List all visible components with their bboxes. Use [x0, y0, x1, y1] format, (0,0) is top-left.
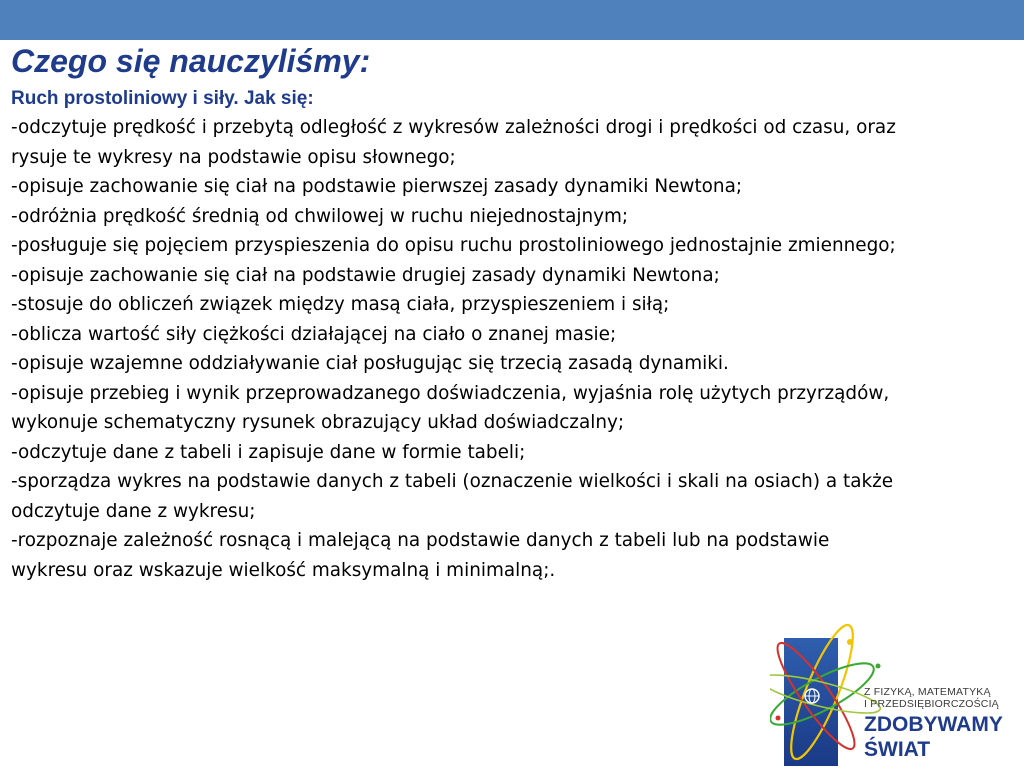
- list-item: -odczytuje prędkość i przebytą odległość z wykresów zależności drogi i prędkości od czasu, oraz: [11, 117, 896, 138]
- logo-wordmark: [864, 712, 1003, 762]
- list-item: -posługuje się pojęciem przyspieszenia do opisu ruchu prostoliniowego jednostajnie zmiennego;: [11, 235, 896, 256]
- slide-subtitle: Ruch prostoliniowy i siły. Jak się:: [11, 88, 314, 109]
- list-item: wykresu oraz wskazuje wielkość maksymalną i minimalną;.: [11, 559, 556, 581]
- list-item: -opisuje wzajemne oddziaływanie ciał posługując się trzecią zasadą dynamiki.: [11, 353, 729, 374]
- list-item: -sporządza wykres na podstawie danych z tabeli (oznaczenie wielkości i skali na osiach) a także: [11, 471, 894, 492]
- list-item: -opisuje zachowanie się ciał na podstawie pierwszej zasady dynamiki Newtona;: [11, 176, 743, 197]
- node-red: [776, 716, 781, 721]
- list-item: -oblicza wartość siły ciężkości działającej na ciało o znanej masie;: [11, 323, 617, 345]
- logo-wordmark-line2: ŚWIAT: [864, 738, 931, 761]
- list-item: odczytuje dane z wykresu;: [11, 500, 256, 522]
- list-item: -odróżnia prędkość średnią od chwilowej w ruchu niejednostajnym;: [11, 205, 629, 227]
- list-item: rysuje te wykresy na podstawie opisu słownego;: [11, 146, 456, 168]
- list-item: -rozpoznaje zależność rosnącą i malejącą na podstawie danych z tabeli lub na podstawie: [11, 530, 830, 551]
- logo-tagline: [864, 686, 999, 710]
- list-item: wykonuje schematyczny rysunek obrazujący układ doświadczalny;: [11, 412, 625, 433]
- project-logo: [770, 622, 1024, 768]
- logo-tagline-line2: I PRZEDSIĘBIORCZOŚCIĄ: [864, 698, 999, 710]
- list-item: -opisuje przebieg i wynik przeprowadzanego doświadczenia, wyjaśnia rolę użytych przyrządów,: [11, 382, 890, 404]
- slide-content: [11, 84, 1016, 585]
- list-item: -opisuje zachowanie się ciał na podstawie drugiej zasady dynamiki Newtona;: [11, 264, 720, 286]
- list-item: -stosuje do obliczeń związek między masą ciała, przyspieszeniem i siłą;: [11, 294, 670, 315]
- logo-tagline-line1: Z FIZYKĄ, MATEMATYKĄ: [864, 686, 991, 698]
- list-item: -odczytuje dane z tabeli i zapisuje dane w formie tabeli;: [11, 441, 526, 463]
- slide-title: Czego się nauczyliśmy:: [11, 43, 371, 79]
- node-yellow: [847, 639, 853, 645]
- header-bar: [0, 0, 1024, 40]
- node-green: [876, 664, 881, 669]
- logo-wordmark-line1: ZDOBYWAMY: [864, 713, 1003, 736]
- learning-outcomes-list: [11, 113, 1016, 585]
